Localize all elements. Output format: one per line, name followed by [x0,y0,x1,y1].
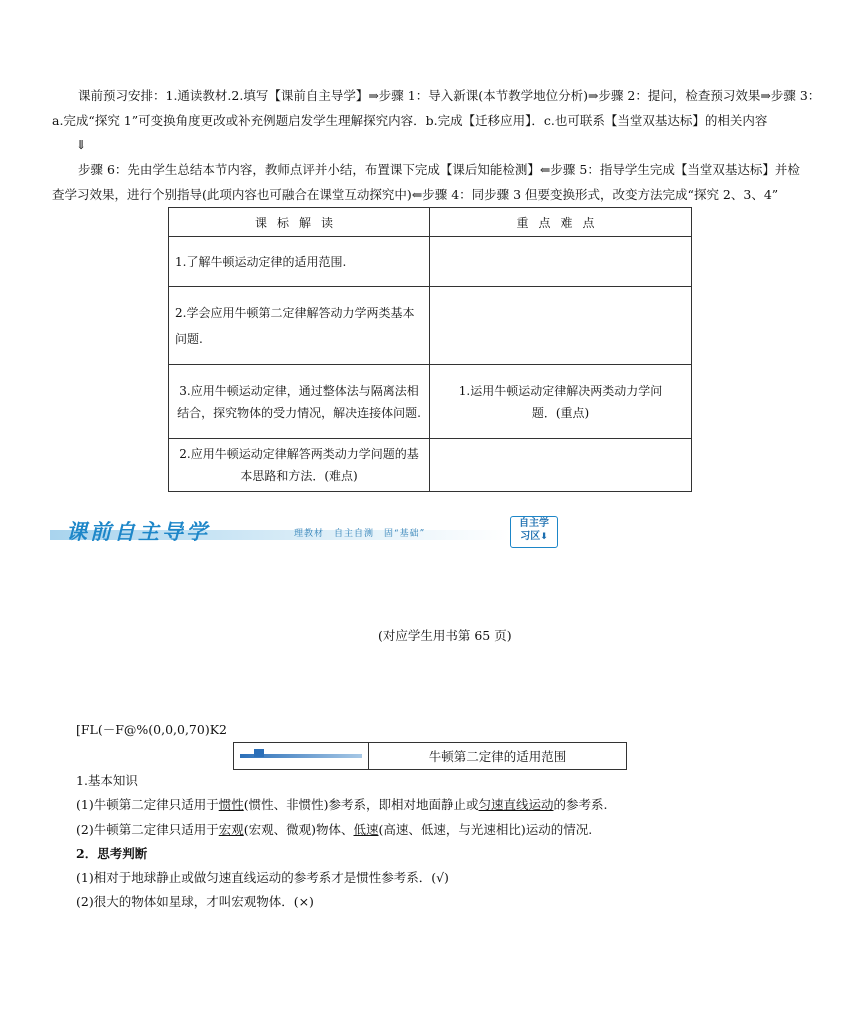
table-cell [430,439,692,492]
intro-line-1: 课前预习安排：1.通读教材.2.填写【课前自主导学】⇒步骤 1：导入新课(本节教学地位分析)⇒步骤 2：提问，检查预习效果⇒步骤 3： [78,88,821,103]
text-segment: (2)牛顿第二定律只适用于 [76,822,219,837]
decoration-tab [254,749,264,757]
judge-item-1: (1)相对于地球静止或做匀速直线运动的参考系才是惯性参考系．(√) [76,870,449,885]
text-segment: (宏观、微观)物体、 [243,822,354,837]
reference-line: (对应学生用书第 65 页) [378,628,512,643]
basic-item-2 [76,822,592,838]
banner-slogan: 理教材 自主自测 固“基础” [294,529,426,539]
section-title: 牛顿第二定律的适用范围 [428,749,567,764]
curriculum-table [168,207,692,492]
basic-heading: 1.基本知识 [76,773,138,788]
answer-blank: 匀速直线运动 [478,797,554,812]
text-segment: 的参考系. [553,797,608,812]
format-code: [FL(－F@%(0,0,0,70)K2 [76,722,228,737]
table-cell [430,237,692,287]
table-cell: 3.应用牛顿运动定律，通过整体法与隔离法相结合，探究物体的受力情况，解决连接体问题. [169,365,430,439]
badge-line-2: 习区 [520,531,541,542]
table-cell [430,287,692,365]
intro-line-2: a.完成“探究 1”可变换角度更改或补充例题启发学生理解探究内容．b.完成【迁移应用】．c.也可联系【当堂双基达标】的相关内容 [52,113,768,128]
table-header-left: 课标解读 [169,208,430,237]
table-row [169,439,692,492]
answer-blank: 宏观 [218,822,244,837]
answer-blank: 惯性 [218,797,244,812]
table-row [169,365,692,439]
table-cell: 2.应用牛顿运动定律解答两类动力学问题的基本思路和方法．(难点) [169,439,430,492]
down-arrow-icon: ⬇ [540,532,548,542]
intro-line-3: 步骤 6：先由学生总结本节内容，教师点评并小结，布置课下完成【课后知能检测】⇐步骤 5：指导学生完成【当堂双基达标】并检 [78,162,800,177]
section-heading-box [233,742,627,770]
answer-blank: 低速 [353,822,379,837]
section-heading-decoration [234,743,369,769]
judge-heading: 2．思考判断 [76,846,148,861]
table-header-right: 重点难点 [430,208,692,237]
section-banner [50,514,562,550]
judge-item-2: (2)很大的物体如星球，才叫宏观物体．(×) [76,894,314,909]
badge-line-1: 自主学 [519,518,549,529]
text-segment: (惯性、非惯性)参考系，即相对地面静止或 [243,797,479,812]
intro-line-4: 查学习效果，进行个别指导(此项内容也可融合在课堂互动探究中)⇐步骤 4：同步骤 3 但要变换形式，改变方法完成“探究 2、3、4” [52,187,779,202]
table-cell: 2.学会应用牛顿第二定律解答动力学两类基本问题. [169,287,430,365]
text-segment: (1)牛顿第二定律只适用于 [76,797,219,812]
table-row [169,287,692,365]
table-row [169,237,692,287]
basic-item-1 [76,797,608,813]
table-cell: 1.运用牛顿运动定律解决两类动力学问题．(重点) [430,365,692,439]
banner-title: 课前自主导学 [66,519,210,544]
table-cell: 1.了解牛顿运动定律的适用范围. [169,237,430,287]
text-segment: (高速、低速，与光速相比)运动的情况. [378,822,593,837]
down-arrow: ⇓ [76,137,87,152]
self-study-badge [510,516,558,548]
